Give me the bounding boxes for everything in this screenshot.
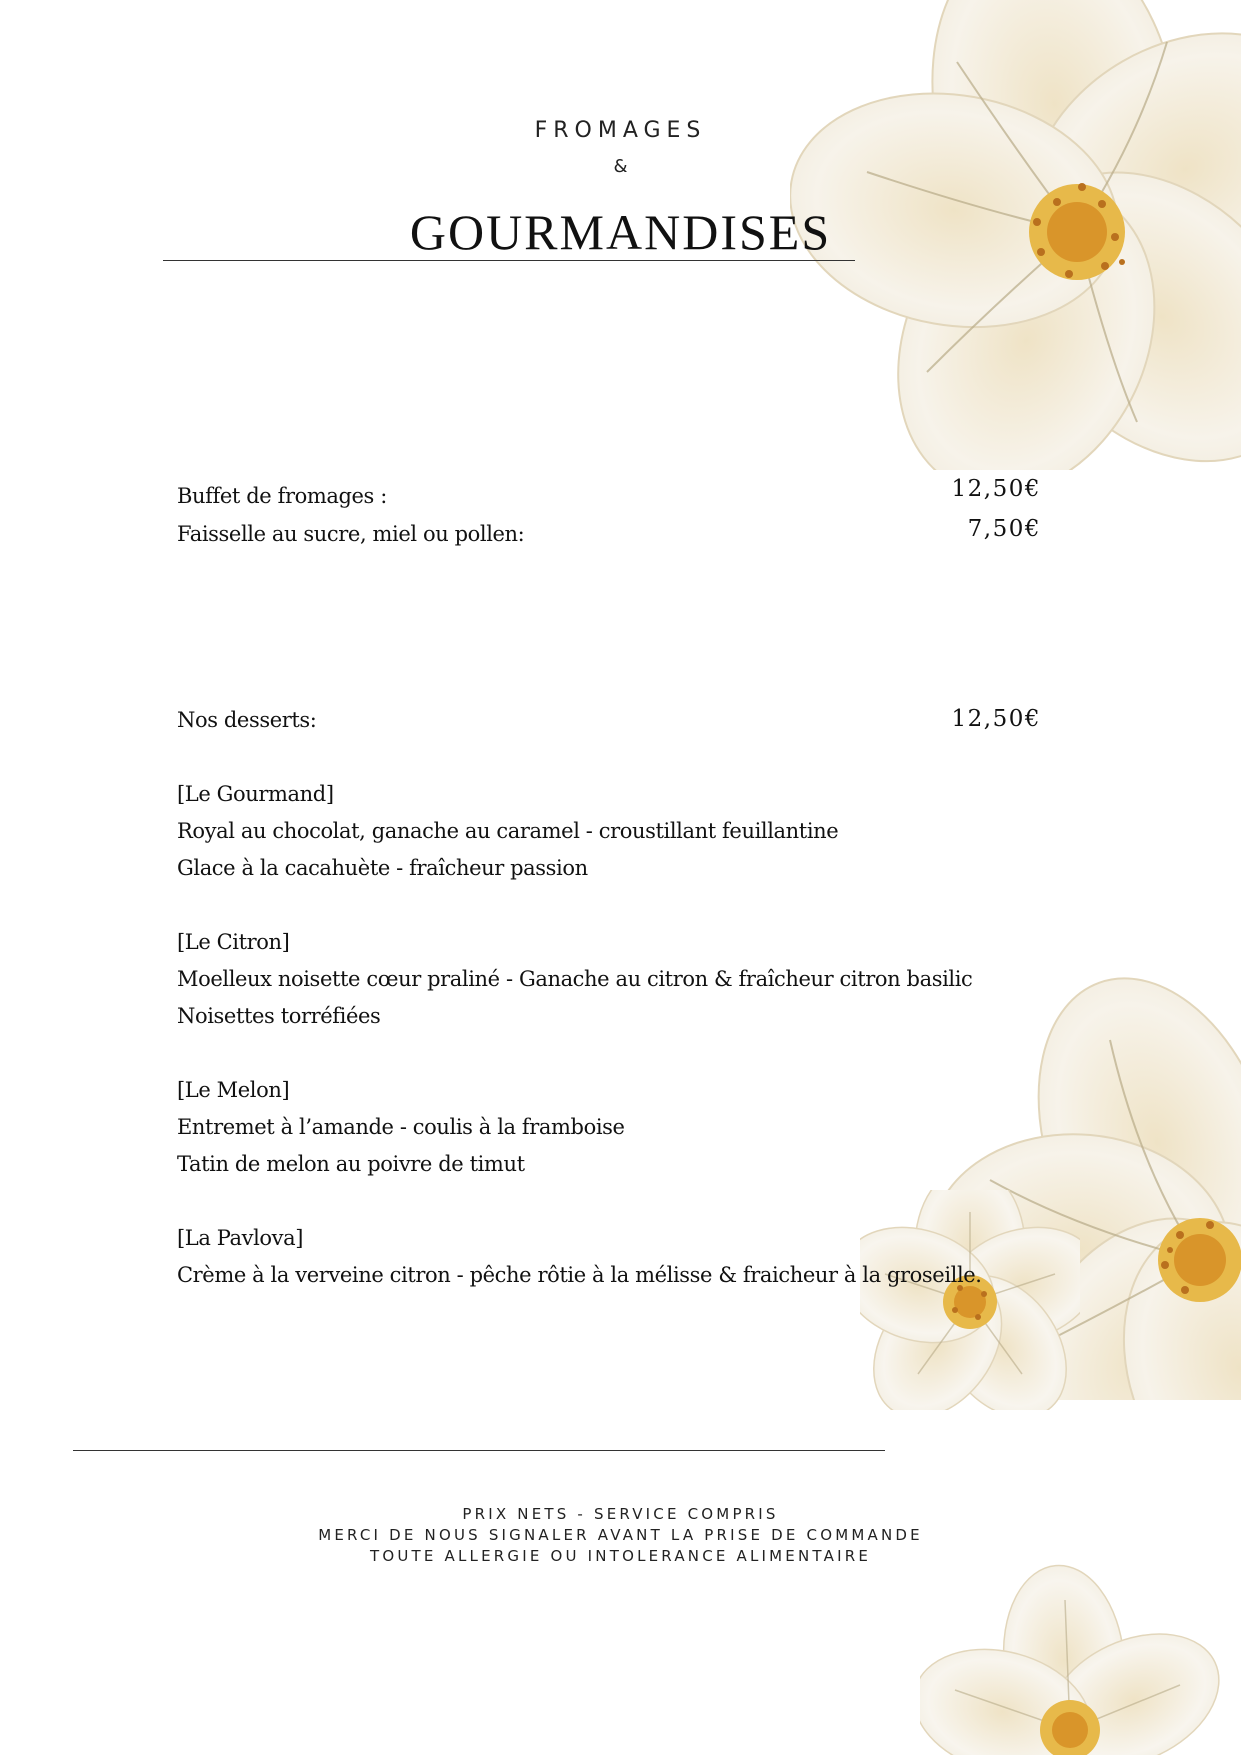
footer-line: TOUTE ALLERGIE OU INTOLERANCE ALIMENTAIRE xyxy=(369,1547,871,1565)
title-divider xyxy=(163,260,855,261)
desserts-price: 12,50€ xyxy=(951,706,1041,732)
dessert-description: Entremet à l’amande - coulis à la framboise xyxy=(177,1115,625,1139)
dessert-description: Crème à la verveine citron - pêche rôtie à la mélisse & fraicheur à la groseille. xyxy=(177,1263,982,1287)
dessert-name: [Le Gourmand] xyxy=(177,782,334,806)
dessert-description: Tatin de melon au poivre de timut xyxy=(177,1152,525,1176)
dessert-description: Royal au chocolat, ganache au caramel - croustillant feuillantine xyxy=(177,819,839,843)
flower-middle-small-illustration xyxy=(860,1190,1080,1410)
dessert-description: Noisettes torréfiées xyxy=(177,1004,381,1028)
dessert-name: [La Pavlova] xyxy=(177,1226,304,1250)
dessert-name: [Le Melon] xyxy=(177,1078,290,1102)
footer-line: MERCI DE NOUS SIGNALER AVANT LA PRISE DE COMMANDE xyxy=(318,1526,923,1544)
footer-line: PRIX NETS - SERVICE COMPRIS xyxy=(462,1505,779,1523)
menu-item-label: Buffet de fromages : xyxy=(177,484,387,508)
menu-item-price: 12,50€ xyxy=(951,476,1041,502)
page-title: GOURMANDISES xyxy=(409,204,832,260)
pre-title: FROMAGES xyxy=(534,118,707,143)
dessert-description: Glace à la cacahuète - fraîcheur passion xyxy=(177,856,588,880)
menu-item-label: Faisselle au sucre, miel ou pollen: xyxy=(177,522,525,546)
ampersand: & xyxy=(613,156,628,177)
flower-bottom-illustration xyxy=(920,1560,1220,1755)
desserts-label: Nos desserts: xyxy=(177,708,317,732)
menu-item-price: 7,50€ xyxy=(967,516,1041,542)
dessert-name: [Le Citron] xyxy=(177,930,290,954)
footer-divider xyxy=(73,1450,885,1451)
dessert-description: Moelleux noisette cœur praliné - Ganache au citron & fraîcheur citron basilic xyxy=(177,967,973,991)
